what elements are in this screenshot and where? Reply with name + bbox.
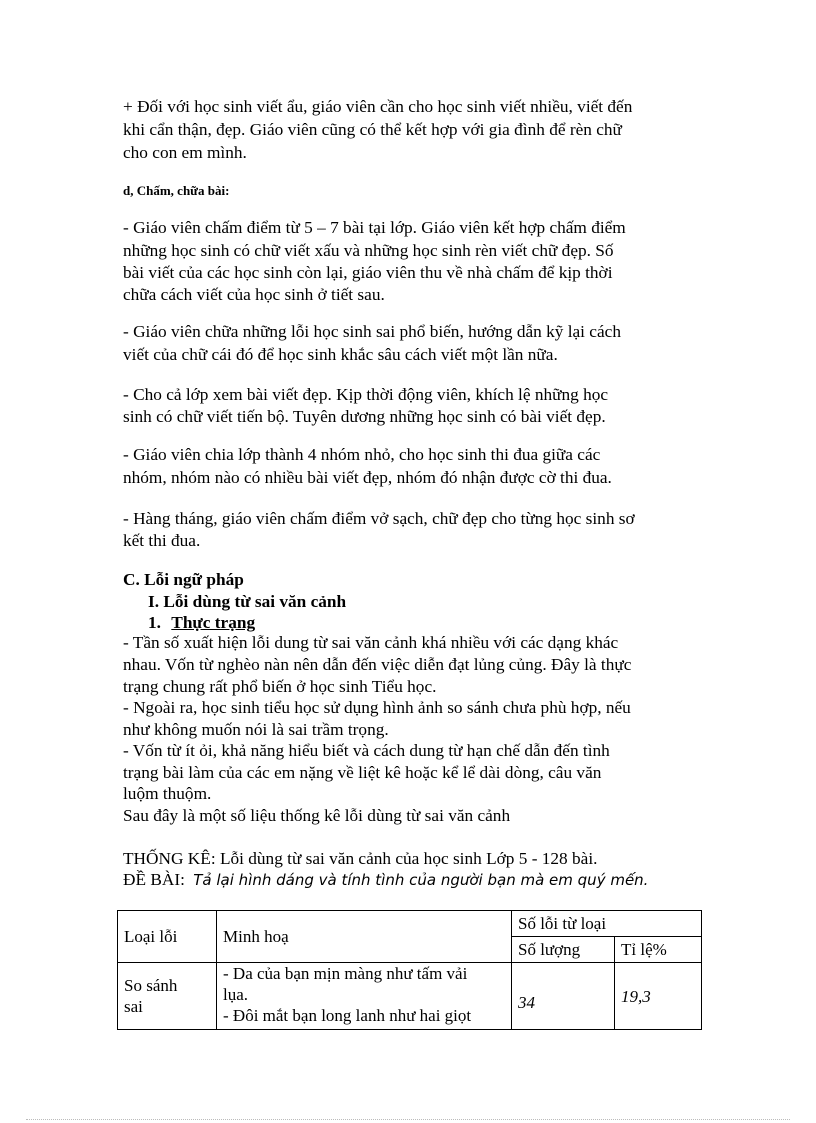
table-row: [118, 963, 702, 1030]
assignment-text: Tả lại hình dáng và tính tình của người bạn mà em quý mến.: [193, 871, 649, 889]
paragraph-line: viết của chữ cái đó để học sinh khắc sâu cách viết một lần nữa.: [123, 345, 558, 364]
paragraph-line: cho con em mình.: [123, 143, 247, 162]
paragraph-line: - Ngoài ra, học sinh tiểu học sử dụng hình ảnh so sánh chưa phù hợp, nếu: [123, 698, 631, 717]
paragraph-line: khi cẩn thận, đẹp. Giáo viên cũng có thể kết hợp với gia đình để rèn chữ: [123, 120, 622, 139]
cell-ratio: 19,3: [615, 963, 702, 1030]
paragraph-line: - Vốn từ ít ỏi, khả năng hiểu biết và cách dung từ hạn chế dẫn đến tình: [123, 741, 610, 760]
paragraph-line: - Giáo viên chia lớp thành 4 nhóm nhỏ, cho học sinh thi đua giữa các: [123, 445, 601, 464]
page-bottom-divider: [26, 1119, 790, 1120]
paragraph-line: - Hàng tháng, giáo viên chấm điểm vở sạch, chữ đẹp cho từng học sinh sơ: [123, 509, 635, 528]
paragraph-line: bài viết của các học sinh còn lại, giáo viên thu về nhà chấm để kịp thời: [123, 263, 613, 282]
assignment-label: ĐỀ BÀI:: [123, 870, 185, 889]
cell-count: 34: [512, 963, 615, 1030]
paragraph-line: - Giáo viên chữa những lỗi học sinh sai phổ biến, hướng dẫn kỹ lại cách: [123, 322, 621, 341]
cell-text: sai: [124, 997, 143, 1016]
header-cell-so-luong: Số lượng: [512, 937, 615, 963]
assignment-line: [123, 869, 648, 891]
cell-text: - Đôi mắt bạn long lanh như hai giọt: [223, 1006, 472, 1025]
paragraph-line: như không muốn nói là sai trầm trọng.: [123, 720, 389, 739]
section-heading-d: d, Chấm, chữa bài:: [123, 183, 230, 198]
paragraph-line: những học sinh có chữ viết xấu và những học sinh rèn viết chữ đẹp. Số: [123, 241, 614, 260]
error-statistics-table: [117, 910, 702, 1030]
paragraph-line: trạng chung rất phổ biến ở học sinh Tiểu học.: [123, 677, 437, 696]
cell-text: lụa.: [223, 985, 249, 1004]
section-heading-i: I. Lỗi dùng từ sai văn cảnh: [148, 592, 347, 611]
paragraph-line: + Đối với học sinh viết ẩu, giáo viên cần cho học sinh viết nhiều, viết đến: [123, 97, 633, 116]
paragraph-line: - Tần số xuất hiện lỗi dung từ sai văn cảnh khá nhiều với các dạng khác: [123, 633, 619, 652]
statistics-line: THỐNG KÊ: Lỗi dùng từ sai văn cảnh của học sinh Lớp 5 - 128 bài.: [123, 849, 598, 868]
paragraph-line: nhóm, nhóm nào có nhiều bài viết đẹp, nhóm đó nhận được cờ thi đua.: [123, 468, 612, 487]
paragraph-line: nhau. Vốn từ nghèo nàn nên dẫn đến việc diễn đạt lủng củng. Đây là thực: [123, 655, 632, 674]
header-cell-ti-le: Tỉ lệ%: [615, 937, 702, 963]
paragraph-line: - Giáo viên chấm điểm từ 5 – 7 bài tại lớp. Giáo viên kết hợp chấm điểm: [123, 218, 626, 237]
paragraph-line: Sau đây là một số liệu thống kê lỗi dùng từ sai văn cảnh: [123, 806, 511, 825]
paragraph-line: sinh có chữ viết tiến bộ. Tuyên dương những học sinh có bài viết đẹp.: [123, 407, 606, 426]
cell-example: [217, 963, 512, 1030]
cell-error-type: [118, 963, 217, 1030]
paragraph-line: trạng bài làm của các em nặng về liệt kê hoặc kể lể dài dòng, câu văn: [123, 763, 602, 782]
cell-text: - Da của bạn mịn màng như tấm vải: [223, 964, 468, 983]
header-cell-loai-loi: Loại lỗi: [118, 911, 217, 963]
header-cell-so-loi: Số lỗi từ loại: [512, 911, 702, 937]
cell-text: So sánh: [124, 976, 178, 995]
heading-text: Thực trạng: [171, 613, 256, 632]
heading-number: 1.: [148, 613, 161, 632]
header-cell-minh-hoa: Minh hoạ: [217, 911, 512, 963]
paragraph-line: kết thi đua.: [123, 531, 201, 550]
table-header-row: [118, 911, 702, 937]
paragraph-line: chữa cách viết của học sinh ở tiết sau.: [123, 285, 385, 304]
paragraph-line: - Cho cả lớp xem bài viết đẹp. Kịp thời động viên, khích lệ những học: [123, 385, 609, 404]
section-heading-1: [148, 612, 255, 634]
section-heading-c: C. Lỗi ngữ pháp: [123, 570, 244, 589]
paragraph-line: luộm thuộm.: [123, 784, 212, 803]
